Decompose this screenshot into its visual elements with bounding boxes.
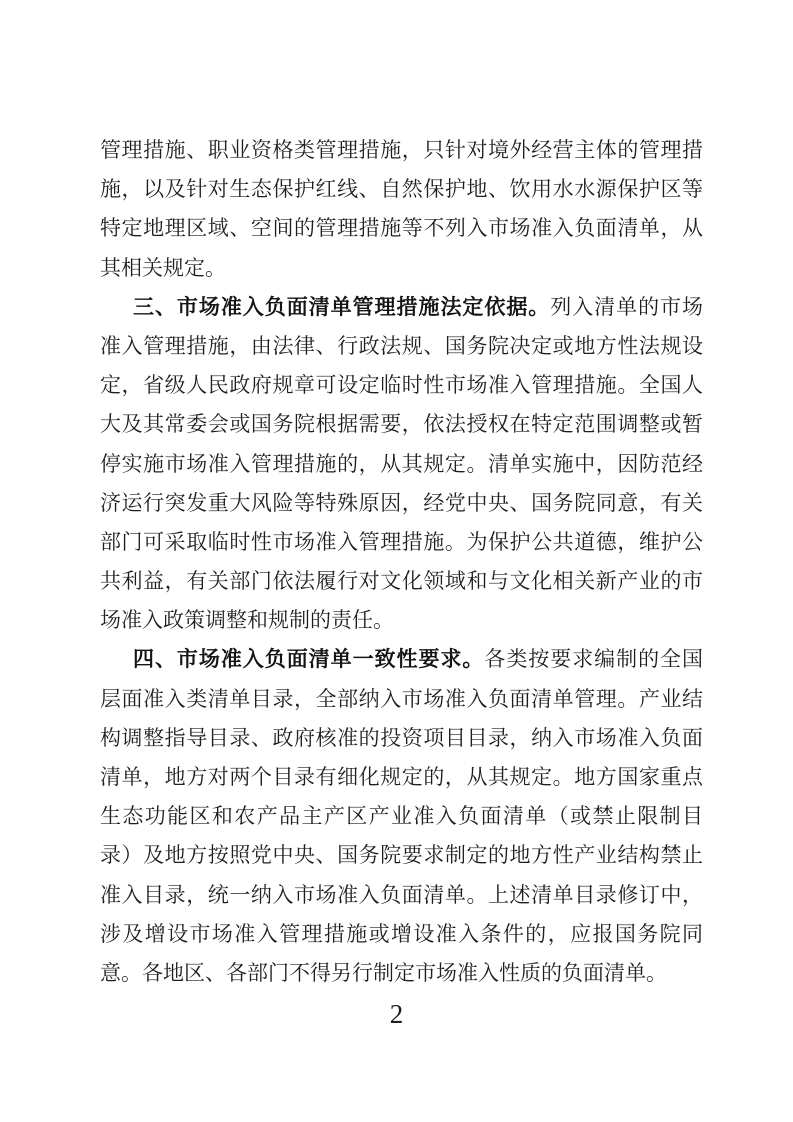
body-text: 济运行突发重大风险等特殊原因，经党中央、国务院同意，有关 [100,490,703,515]
text-line [100,719,703,758]
body-text: 其相关规定。 [100,255,226,280]
text-line [100,640,703,679]
body-text: 部门可采取临时性市场准入管理措施。为保护公共道德，维护公 [100,529,703,554]
paragraph [100,288,703,641]
body-text: 准入目录，统一纳入市场准入负面清单。上述清单目录修订中， [100,882,703,907]
text-line [100,601,703,640]
text-line [100,484,703,523]
section-heading: 四、市场准入负面清单一致性要求。 [133,648,485,672]
page-number: 2 [389,999,404,1029]
body-text: 场准入政策调整和规制的责任。 [100,608,394,633]
body-text: 清单，地方对两个目录有细化规定的，从其规定。地方国家重点 [100,765,703,789]
body-text: 生态功能区和农产品主产区产业准入负面清单（或禁止限制目 [100,804,703,829]
body-text: 共利益，有关部门依法履行对文化领域和与文化相关新产业的市 [100,569,703,594]
body-text: 准入管理措施，由法律、行政法规、国务院决定或地方性法规设 [100,333,703,358]
text-line [100,249,703,288]
body-text: 意。各地区、各部门不得另行制定市场准入性质的负面清单。 [100,960,667,985]
body-text: 管理措施、职业资格类管理措施，只针对境外经营主体的管理措 [100,138,703,162]
text-line [100,562,703,601]
text-line [100,288,703,327]
section-heading: 三、市场准入负面清单管理措施法定依据。 [133,295,551,319]
paragraph [100,131,703,288]
body-text: 列入清单的市场 [550,294,703,319]
text-line [100,366,703,405]
body-text: 构调整指导目录、政府核准的投资项目目录，纳入市场准入负面 [100,725,703,750]
body-text: 停实施市场准入管理措施的，从其规定。清单实施中，因防范经 [100,451,703,476]
body-text: 涉及增设市场准入管理措施或增设准入条件的，应报国务院同 [100,921,703,946]
body-text: 各类按要求编制的全国 [484,647,703,672]
text-line [100,954,703,993]
text-line [100,445,703,484]
body-text: 录）及地方按照党中央、国务院要求制定的地方性产业结构禁止 [100,843,703,868]
body-text: 层面准入类清单目录，全部纳入市场准入负面清单管理。产业结 [100,686,703,711]
body-text: 大及其常委会或国务院根据需要，依法授权在特定范围调整或暂 [100,412,703,437]
text-line [100,758,703,797]
text-line [100,405,703,444]
text-line [100,680,703,719]
text-line [100,797,703,836]
body-text: 施，以及针对生态保护红线、自然保护地、饮用水水源保护区等 [100,177,703,202]
paragraph [100,640,703,993]
text-line [100,131,703,170]
text-line [100,876,703,915]
text-line [100,836,703,875]
document-body [100,131,703,993]
text-line [100,915,703,954]
text-line [100,523,703,562]
text-line [100,327,703,366]
body-text: 特定地理区域、空间的管理措施等不列入市场准入负面清单，从 [100,216,703,241]
text-line [100,170,703,209]
text-line [100,209,703,248]
body-text: 定，省级人民政府规章可设定临时性市场准入管理措施。全国人 [100,373,703,398]
